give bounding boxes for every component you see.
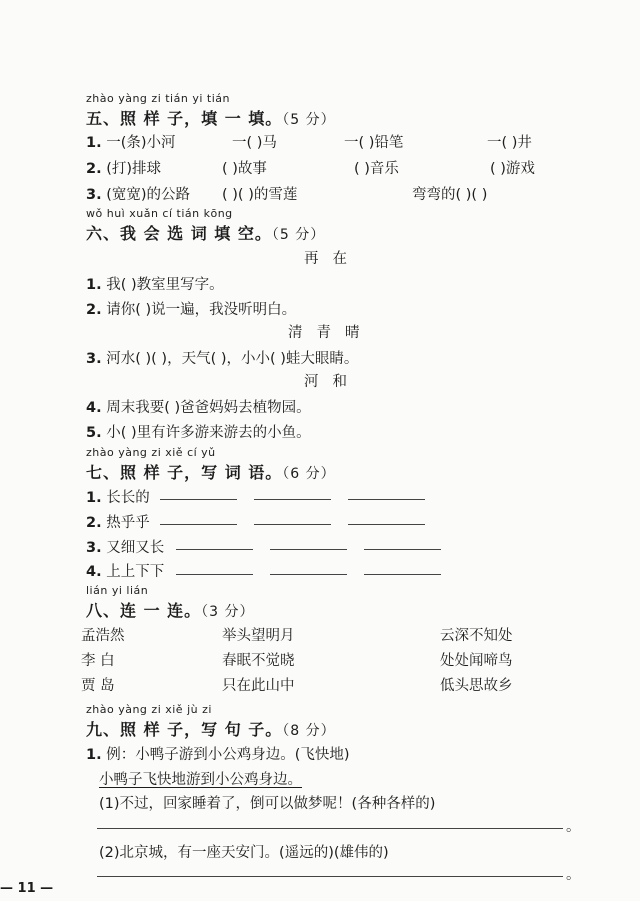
sec8-middle-1[interactable]: 举头望明月	[222, 628, 295, 644]
sec5-r2-c2[interactable]: ( )故事	[222, 161, 267, 177]
sec6-word-group-2: 清青晴	[288, 325, 374, 341]
sec6-q2: 2. 请你( )说一遍，我没听明白。	[86, 302, 297, 318]
sec7-row1-blank-1[interactable]	[160, 499, 237, 500]
sec7-row3-blank-1[interactable]	[176, 549, 253, 550]
sec5-row1: 1. 一(条)小河	[86, 135, 176, 151]
sec8-left-2[interactable]: 李 白	[81, 653, 115, 669]
sec9-pinyin: zhào yàng zi xiě jù zi	[86, 703, 212, 716]
sec7-row3-blank-3[interactable]	[364, 549, 441, 550]
sec6-pinyin: wǒ huì xuǎn cí tián kōng	[86, 207, 233, 220]
sec9-q1-end-mark: 。	[566, 819, 581, 835]
sec7-row4-blank-1[interactable]	[176, 574, 253, 575]
sec7-row2-blank-3[interactable]	[348, 524, 425, 525]
sec7-row1: 1. 长长的	[86, 490, 150, 506]
sec8-middle-2[interactable]: 春眠不觉晓	[222, 653, 295, 669]
sec8-right-3[interactable]: 低头思故乡	[440, 678, 513, 694]
sec8-middle-3[interactable]: 只在此山中	[222, 678, 295, 694]
sec5-pinyin: zhào yàng zi tián yi tián	[86, 92, 230, 105]
sec7-title: 七、照 样 子，写 词 语。（6 分）	[86, 463, 336, 482]
sec7-row4: 4. 上上下下	[86, 564, 165, 580]
sec9-q2-answer-line[interactable]	[97, 876, 563, 877]
sec9-q1-answer-line[interactable]	[97, 828, 563, 829]
sec6-word-group-1: 再在	[304, 251, 361, 267]
sec9-q1: (1)不过，回家睡着了，倒可以做梦呢！(各种各样的)	[99, 796, 436, 812]
sec8-left-3[interactable]: 贾 岛	[81, 678, 115, 694]
sec5-r3-c2[interactable]: ( )( )的雪莲	[222, 187, 298, 203]
sec6-title: 六、我 会 选 词 填 空。（5 分）	[86, 224, 326, 243]
sec5-r1-c2[interactable]: 一( )马	[232, 135, 277, 151]
sec7-row4-blank-2[interactable]	[270, 574, 347, 575]
sec5-row2: 2. (打)排球	[86, 161, 162, 177]
sec7-row2-blank-2[interactable]	[254, 524, 331, 525]
sec8-right-1[interactable]: 云深不知处	[440, 628, 513, 644]
sec7-pinyin: zhào yàng zi xiě cí yǔ	[86, 446, 216, 459]
sec8-pinyin: lián yi lián	[86, 584, 149, 597]
sec6-word-group-3: 河和	[304, 374, 361, 390]
sec8-left-1[interactable]: 孟浩然	[81, 628, 125, 644]
page-number: — 11 —	[0, 881, 54, 896]
sec6-q1: 1. 我( )教室里写字。	[86, 277, 224, 293]
sec5-title: 五、照 样 子，填 一 填。（5 分）	[86, 109, 336, 128]
sec5-r1-c4[interactable]: 一( )井	[487, 135, 532, 151]
sec6-q3: 3. 河水( )( )，天气( )，小小( )蛙大眼睛。	[86, 351, 359, 367]
sec7-row2: 2. 热乎乎	[86, 515, 150, 531]
sec7-row2-blank-1[interactable]	[160, 524, 237, 525]
sec7-row1-blank-2[interactable]	[254, 499, 331, 500]
sec8-title: 八、连 一 连。（3 分）	[86, 601, 255, 620]
sec7-row4-blank-3[interactable]	[364, 574, 441, 575]
sec7-row3: 3. 又细又长	[86, 540, 165, 556]
sec6-q5: 5. 小( )里有许多游来游去的小鱼。	[86, 425, 311, 441]
sec9-example: 1. 例：小鸭子游到小公鸡身边。(飞快地)	[86, 747, 350, 763]
sec7-row1-blank-3[interactable]	[348, 499, 425, 500]
sec7-row3-blank-2[interactable]	[270, 549, 347, 550]
sec9-title: 九、照 样 子，写 句 子。（8 分）	[86, 720, 336, 739]
sec6-q4: 4. 周末我要( )爸爸妈妈去植物园。	[86, 400, 311, 416]
sec9-example-answer: 小鸭子飞快地游到小公鸡身边。	[99, 772, 302, 788]
sec5-r2-c4[interactable]: ( )游戏	[490, 161, 535, 177]
sec5-r3-c3[interactable]: 弯弯的( )( )	[412, 187, 488, 203]
sec9-q2: (2)北京城，有一座天安门。(遥远的)(雄伟的)	[99, 845, 389, 861]
sec5-r2-c3[interactable]: ( )音乐	[354, 161, 399, 177]
sec9-q2-end-mark: 。	[566, 867, 581, 883]
sec5-row3: 3. (宽宽)的公路	[86, 187, 191, 203]
sec5-r1-c3[interactable]: 一( )铅笔	[344, 135, 404, 151]
sec8-right-2[interactable]: 处处闻啼鸟	[440, 653, 513, 669]
